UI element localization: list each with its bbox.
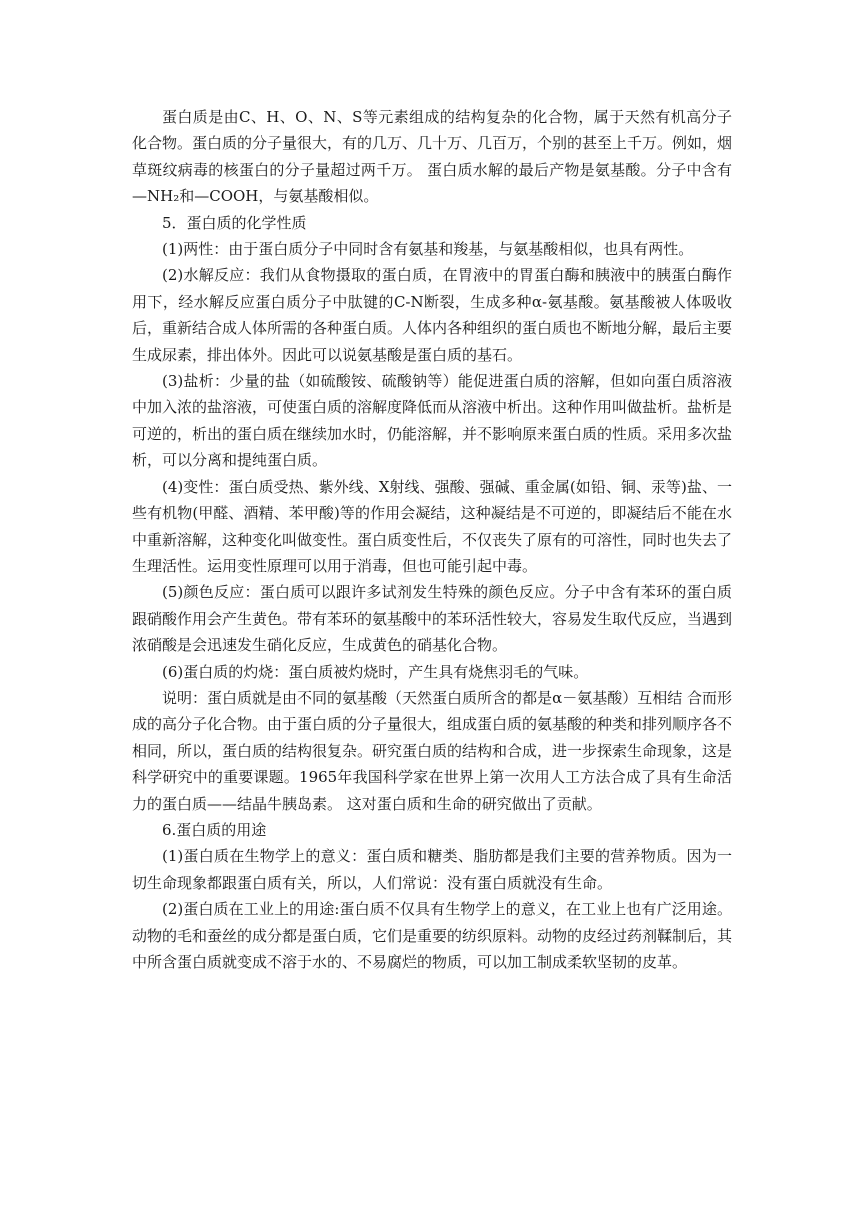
- property-hydrolysis-paragraph: (2)水解反应：我们从食物摄取的蛋白质，在胃液中的胃蛋白酶和胰液中的胰蛋白酶作用下，经水解反应蛋白质分子中肽键的C-N断裂，生成多种α-氨基酸。氨基酸被人体吸收后，重新结合成人体所需的各种蛋白质。人体内各种组织的蛋白质也不断地分解，最后主要生成尿素，排出体外。因此可以说氨基酸是蛋白质的基石。: [132, 266, 733, 364]
- section-heading-uses: 6.蛋白质的用途: [162, 820, 267, 839]
- property-color-reaction-paragraph: (5)颜色反应：蛋白质可以跟许多试剂发生特殊的颜色反应。分子中含有苯环的蛋白质跟硝酸作用会产生黄色。带有苯环的氨基酸中的苯环活性较大，容易发生取代反应，当遇到浓硝酸是会迅速发生硝化反应，生成黄色的硝基化合物。: [132, 583, 733, 655]
- property-burning-paragraph: (6)蛋白质的灼烧：蛋白质被灼烧时，产生具有烧焦羽毛的气味。: [162, 662, 589, 681]
- explanation-paragraph: 说明：蛋白质就是由不同的氨基酸（天然蛋白质所含的都是α－氨基酸）互相结 合而形成的高分子化合物。由于蛋白质的分子量很大，组成蛋白质的氨基酸的种类和排列顺序各不相同，所以，蛋白质的结构很复杂。研究蛋白质的结构和合成，进一步探索生命现象，这是科学研究中的重要课题。1965年我国科学家在世界上第一次用人工方法合成了具有生命活力的蛋白质——结晶牛胰岛素。 这对蛋白质和生命的研究做出了贡献。: [132, 688, 733, 813]
- intro-paragraph: 蛋白质是由C、H、O、N、S等元素组成的结构复杂的化合物，属于天然有机高分子化合物。蛋白质的分子量很大，有的几万、几十万、几百万，个别的甚至上千万。例如，烟草斑纹病毒的核蛋白的分子量超过两千万。 蛋白质水解的最后产物是氨基酸。分子中含有—NH₂和—COOH，与氨基酸相似。: [132, 108, 733, 206]
- use-industry-paragraph: (2)蛋白质在工业上的用途:蛋白质不仅具有生物学上的意义，在工业上也有广泛用途。动物的毛和蚕丝的成分都是蛋白质，它们是重要的纺织原料。动物的皮经过药剂鞣制后，其中所含蛋白质就变成不溶于水的、不易腐烂的物质，可以加工制成柔软坚韧的皮革。: [132, 900, 733, 971]
- section-heading-chemical-properties: 5．蛋白质的化学性质: [162, 213, 307, 232]
- property-amphoteric-paragraph: (1)两性：由于蛋白质分子中同时含有氨基和羧基，与氨基酸相似，也具有两性。: [162, 240, 694, 259]
- use-biology-paragraph: (1)蛋白质在生物学上的意义：蛋白质和糖类、脂肪都是我们主要的营养物质。因为一切生命现象都跟蛋白质有关，所以，人们常说：没有蛋白质就没有生命。: [132, 847, 732, 892]
- property-salting-out-paragraph: (3)盐析：少量的盐（如硫酸铵、硫酸钠等）能促进蛋白质的溶解，但如向蛋白质溶液中加入浓的盐溶液，可使蛋白质的溶解度降低而从溶液中析出。这种作用叫做盐析。盐析是可逆的，析出的蛋白质在继续加水时，仍能溶解，并不影响原来蛋白质的性质。采用多次盐析，可以分离和提纯蛋白质。: [132, 372, 733, 470]
- property-denaturation-paragraph: (4)变性：蛋白质受热、紫外线、X射线、强酸、强碱、重金属(如铅、铜、汞等)盐、一些有机物(甲醛、酒精、苯甲酸)等的作用会凝结，这种凝结是不可逆的，即凝结后不能在水中重新溶解，这种变化叫做变性。蛋白质变性后，不仅丧失了原有的可溶性，同时也失去了生理活性。运用变性原理可以用于消毒，但也可能引起中毒。: [132, 477, 733, 575]
- document-body: [132, 104, 732, 975]
